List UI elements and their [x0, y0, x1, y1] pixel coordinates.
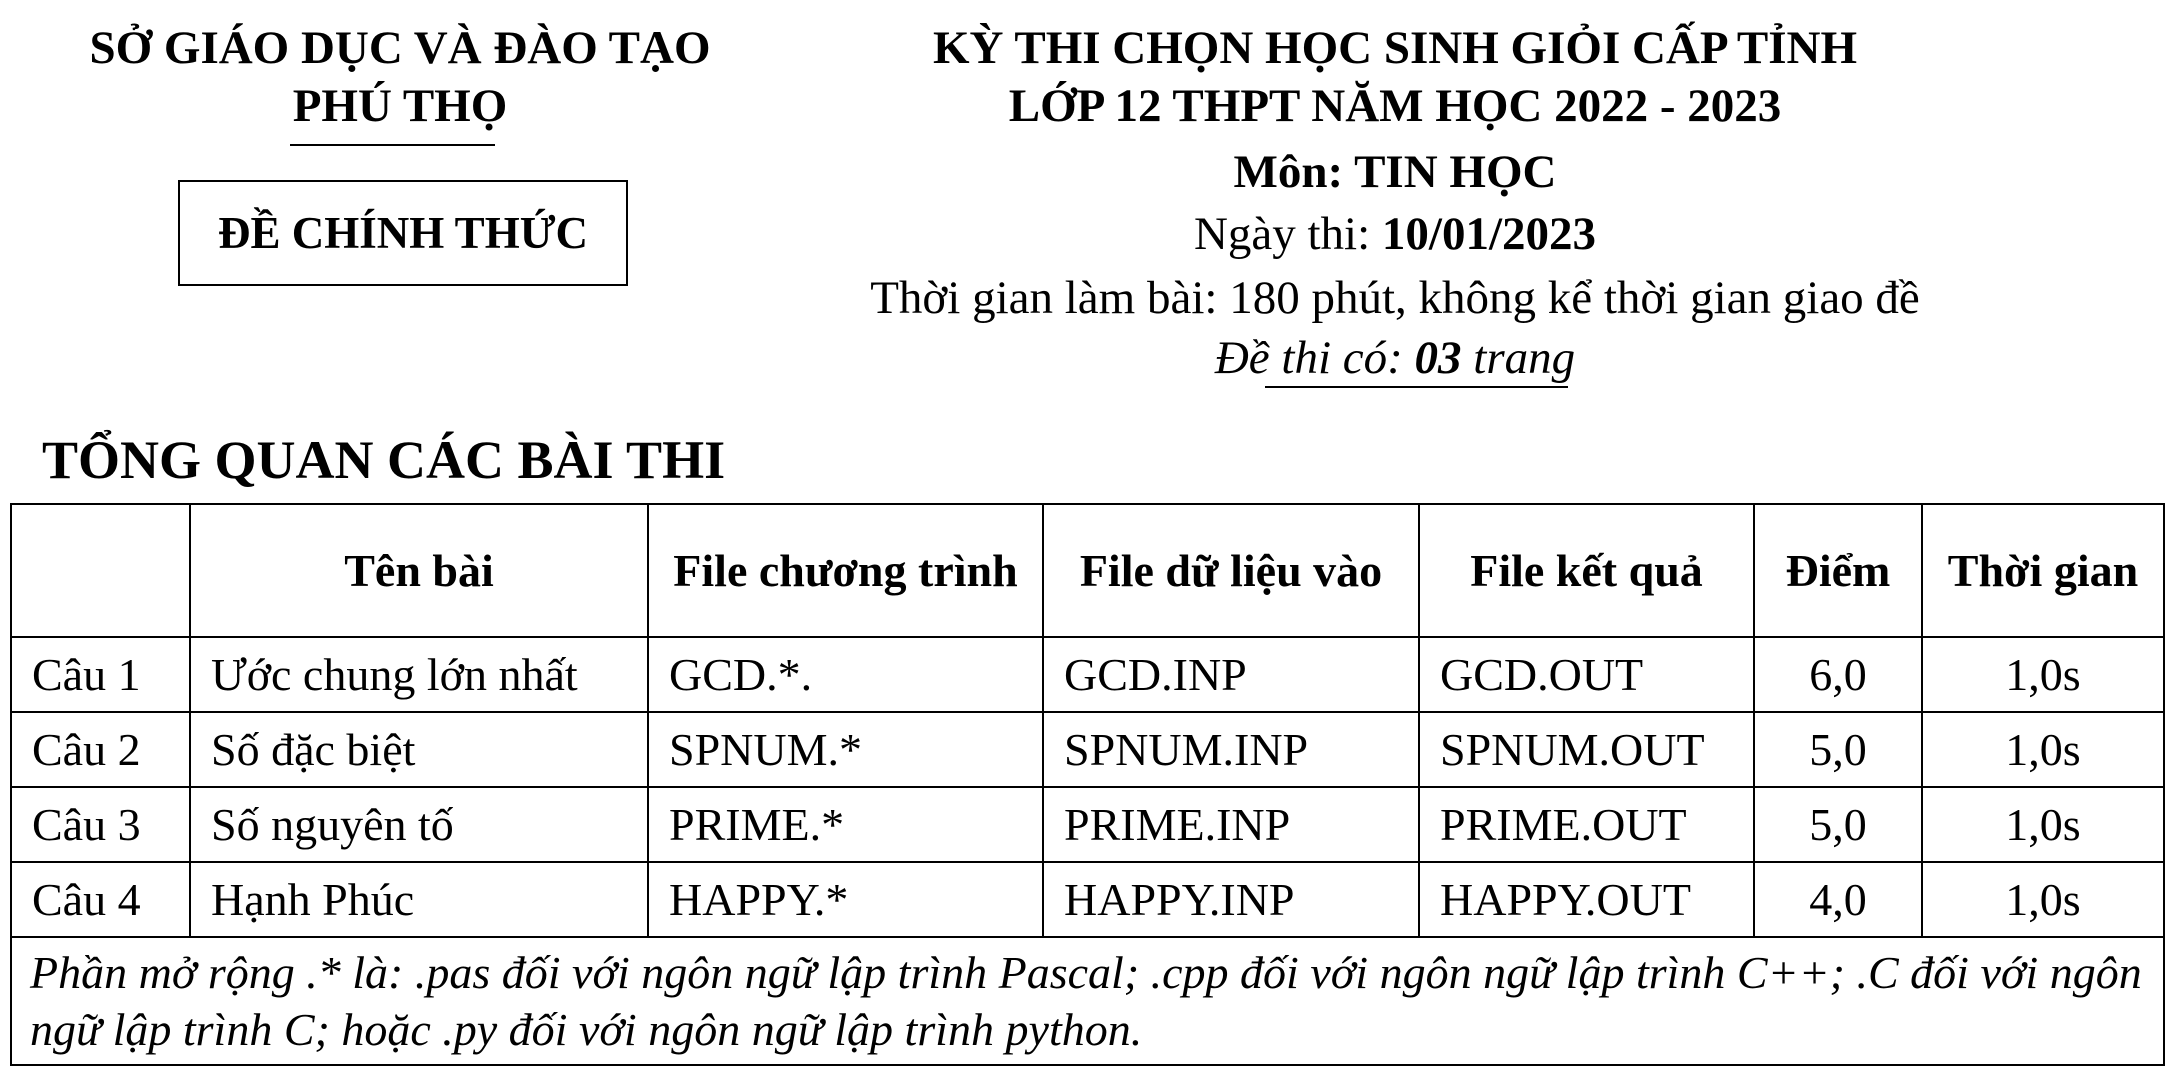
header-problem-name: Tên bài	[190, 504, 648, 637]
time-limit: 1,0s	[1922, 787, 2164, 862]
pages-prefix: Đề	[1214, 332, 1282, 384]
input-file: PRIME.INP	[1043, 787, 1419, 862]
output-file: GCD.OUT	[1419, 637, 1754, 712]
score: 4,0	[1754, 862, 1922, 937]
problem-index: Câu 2	[11, 712, 190, 787]
score: 5,0	[1754, 712, 1922, 787]
time-limit: 1,0s	[1922, 712, 2164, 787]
header-input-file: File dữ liệu vào	[1043, 504, 1419, 637]
exam-duration: Thời gian làm bài: 180 phút, không kể thời gian giao đề	[870, 272, 1920, 324]
problem-index: Câu 1	[11, 637, 190, 712]
input-file: HAPPY.INP	[1043, 862, 1419, 937]
exam-date-label: Ngày thi:	[1193, 208, 1382, 260]
exam-date	[820, 204, 1970, 264]
header-index	[11, 504, 190, 637]
problem-index: Câu 4	[11, 862, 190, 937]
time-limit: 1,0s	[1922, 637, 2164, 712]
problem-index: Câu 3	[11, 787, 190, 862]
exam-subject: Môn: TIN HỌC	[1233, 146, 1557, 198]
pages-underline	[1265, 386, 1568, 388]
table-row	[11, 787, 2164, 862]
program-file: PRIME.*	[648, 787, 1043, 862]
header-output-file: File kết quả	[1419, 504, 1754, 637]
pages-suffix: trang	[1461, 332, 1576, 384]
table-row	[11, 637, 2164, 712]
exam-title-line2: LỚP 12 THPT NĂM HỌC 2022 - 2023	[1008, 80, 1782, 132]
department-name: SỞ GIÁO DỤC VÀ ĐÀO TẠO	[89, 22, 711, 74]
score: 5,0	[1754, 787, 1922, 862]
problem-name: Ước chung lớn nhất	[190, 637, 648, 712]
program-file: HAPPY.*	[648, 862, 1043, 937]
output-file: SPNUM.OUT	[1419, 712, 1754, 787]
exam-page-count	[820, 328, 1970, 388]
header-program-file: File chương trình	[648, 504, 1043, 637]
pages-label: thi có:	[1281, 332, 1415, 384]
official-exam-box	[178, 180, 628, 286]
output-file: PRIME.OUT	[1419, 787, 1754, 862]
overview-table	[10, 503, 2165, 1066]
problem-name: Hạnh Phúc	[190, 862, 648, 937]
table-row	[11, 862, 2164, 937]
official-exam-label: ĐỀ CHÍNH THỨC	[217, 208, 589, 258]
pages-value: 03	[1414, 332, 1462, 384]
table-row	[11, 712, 2164, 787]
exam-date-value: 10/01/2023	[1381, 208, 1597, 260]
department-underline	[290, 144, 495, 146]
province-name: PHÚ THỌ	[292, 80, 508, 132]
header-time-limit: Thời gian	[1922, 504, 2164, 637]
input-file: SPNUM.INP	[1043, 712, 1419, 787]
program-file: GCD.*.	[648, 637, 1043, 712]
section-title: TỔNG QUAN CÁC BÀI THI	[42, 430, 726, 490]
score: 6,0	[1754, 637, 1922, 712]
file-extension-note: Phần mở rộng .* là: .pas đối với ngôn ngữ lập trình Pascal; .cpp đối với ngôn ngữ lập trình C++; .C đối với ngôn ngữ lập trình C; hoặc .py đối với ngôn ngữ lập trình python.	[11, 937, 2164, 1065]
table-note-row	[11, 937, 2164, 1065]
table-header-row	[11, 504, 2164, 637]
exam-title-line1: KỲ THI CHỌN HỌC SINH GIỎI CẤP TỈNH	[932, 22, 1858, 74]
header-score: Điểm	[1754, 504, 1922, 637]
problem-name: Số nguyên tố	[190, 787, 648, 862]
program-file: SPNUM.*	[648, 712, 1043, 787]
input-file: GCD.INP	[1043, 637, 1419, 712]
problem-name: Số đặc biệt	[190, 712, 648, 787]
output-file: HAPPY.OUT	[1419, 862, 1754, 937]
time-limit: 1,0s	[1922, 862, 2164, 937]
